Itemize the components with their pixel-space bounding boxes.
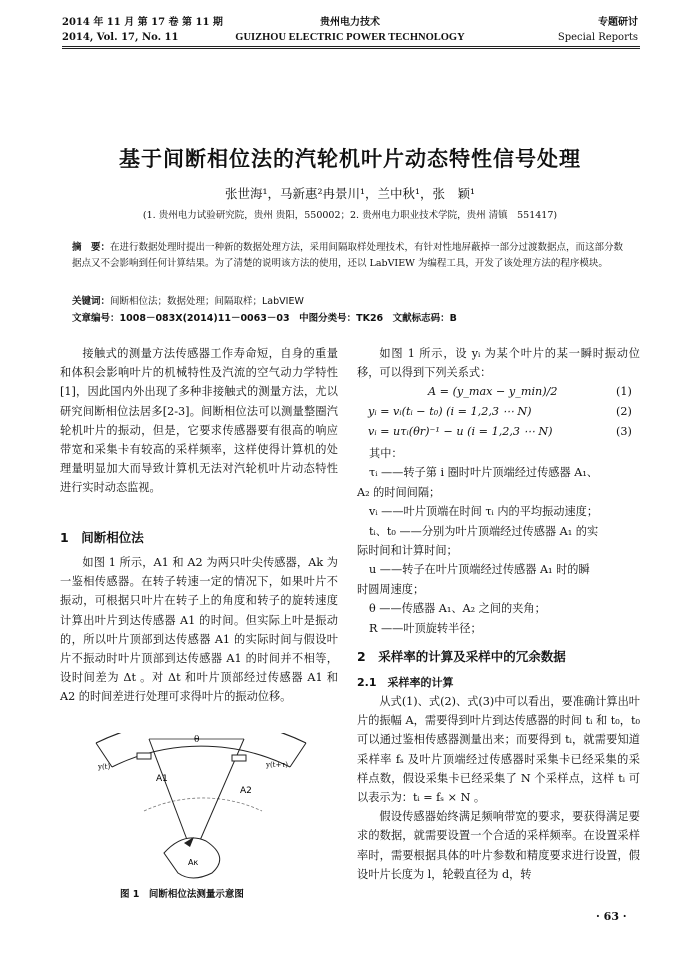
authors: 张世海¹，马新惠²冉景川¹，兰中秋¹，张 颖¹ bbox=[224, 186, 476, 201]
figure-1-caption: 图 1 间断相位法测量示意图 bbox=[120, 889, 244, 900]
def-t-1: tᵢ、t₀ ——分别为叶片顶端经过传感器 A₁ 的实 bbox=[369, 524, 599, 538]
header-journal-en: GUIZHOU ELECTRIC POWER TECHNOLOGY bbox=[235, 32, 465, 43]
page-number: · 63 · bbox=[596, 910, 627, 923]
label-yt: y(t) bbox=[98, 763, 111, 771]
figure-1-diagram bbox=[94, 733, 309, 881]
right-edge bbox=[290, 743, 306, 767]
keywords-label: 关键词： bbox=[72, 296, 111, 307]
header-section-cn: 专题研讨 bbox=[598, 17, 638, 28]
symbol-definitions bbox=[357, 444, 640, 638]
section-1-paragraph: 如图 1 所示，A1 和 A2 为两只叶尖传感器，Ak 为一鉴相传感器。在转子转速一定的情况下，如果叶片不振动，可根据只叶片在转子上的角度和转子的旋转速度计算出叶片到达传感器 A1 的时间。但实际上叶是振动的，所以叶片顶部到达传感器 A1 的实际时间与假设叶片不振动时叶片顶部到达传感器 A1 的时间并不相等，设时间差为 Δt 。对 Δt 和叶片顶部经过传感器 A1 和 A2 的时间差进行处理可求得叶片的振动位移。 bbox=[60, 556, 338, 704]
article-number: 文章编号：1008－083X(2014)11－0063－03 中图分类号：TK26 文献标志码：B bbox=[72, 313, 457, 324]
label-ytt: y(t+τ) bbox=[266, 761, 288, 769]
equation-3-number: (3) bbox=[616, 425, 632, 438]
outer-arc bbox=[96, 733, 306, 743]
equation-2: yᵢ = vᵢ(tᵢ − t₀) (i = 1,2,3 ⋯ N) bbox=[368, 405, 532, 418]
section-2-1-paragraph-2: 假设传感器始终满足频响带宽的要求，要获得满足要求的数据，就需要设置一个合适的采样频率。在设置采样率时，需要根据具体的叶片参数和精度要求进行设置，假设叶片长度为 l，轮毂直径为 d，转 bbox=[357, 810, 640, 881]
section-2-heading: 2 采样率的计算及采样中的冗余数据 bbox=[357, 649, 566, 664]
abstract-label: 摘 要： bbox=[72, 242, 111, 253]
section-2-1-paragraph-1: 从式(1)、式(2)、式(3)中可以看出，要准确计算出叶片的振幅 A，需要得到叶片到达传感器的时间 tᵢ 和 t₀，t₀ 可以通过鉴相传感器测量出来；而要得到 tᵢ，就需要知道采样率 fₛ 及叶片顶端经过传感器时采集卡已经采集的采样点数，假设采集卡已经采集了 N 个采样点，这样 tᵢ 可以表示为：tᵢ = fₛ × N 。 bbox=[357, 695, 640, 805]
sensor-a1 bbox=[137, 753, 151, 759]
section-1-body bbox=[60, 553, 338, 707]
equation-1: A = (y_max − y_min)/2 bbox=[428, 385, 558, 398]
inner-arc bbox=[144, 798, 262, 811]
section-2-1-body bbox=[357, 692, 640, 884]
def-r: R ——叶顶旋转半径； bbox=[369, 621, 482, 635]
header-rule bbox=[62, 46, 640, 47]
def-v: vᵢ ——叶片顶端在时间 τᵢ 内的平均振动速度； bbox=[369, 505, 599, 519]
abstract bbox=[72, 240, 628, 272]
paper-title: 基于间断相位法的汽轮机叶片动态特性信号处理 bbox=[119, 147, 581, 171]
header-volume: 2014, Vol. 17, No. 11 bbox=[62, 32, 179, 43]
label-theta: θ bbox=[194, 735, 200, 745]
label-a1: A1 bbox=[156, 774, 168, 784]
keywords bbox=[72, 293, 304, 307]
def-tau-2: A₂ 的时间间隔； bbox=[357, 485, 441, 499]
where-label: 其中： bbox=[369, 447, 403, 460]
keywords-text: 间断相位法；数据处理；间隔取样；LabVIEW bbox=[110, 296, 304, 307]
right-intro bbox=[357, 344, 640, 382]
label-ak: Aκ bbox=[188, 858, 199, 867]
def-t-2: 际时间和计算时间； bbox=[357, 544, 458, 558]
label-a2: A2 bbox=[240, 786, 252, 796]
right-intro-paragraph: 如图 1 所示，设 yᵢ 为某个叶片的某一瞬时振动位移，可以得到下列关系式： bbox=[357, 347, 640, 380]
def-tau-1: τᵢ ——转子第 i 圈时叶片顶端经过传感器 A₁、 bbox=[369, 466, 598, 480]
header-journal-cn: 贵州电力技术 bbox=[320, 17, 380, 28]
def-u-1: u ——转子在叶片顶端经过传感器 A₁ 时的瞬 bbox=[369, 563, 590, 577]
sensor-a2 bbox=[232, 755, 246, 761]
header-section-en: Special Reports bbox=[557, 32, 638, 43]
left-intro bbox=[60, 344, 338, 498]
def-u-2: 时圆周速度； bbox=[357, 582, 425, 596]
equation-2-number: (2) bbox=[616, 405, 632, 418]
equation-3: vᵢ = uτᵢ(θr)⁻¹ − u (i = 1,2,3 ⋯ N) bbox=[368, 425, 553, 438]
section-2-1-heading: 2.1 采样率的计算 bbox=[357, 676, 454, 689]
affiliation: (1. 贵州电力试验研究院，贵州 贵阳，550002；2. 贵州电力职业技术学院，贵州 清镇 551417) bbox=[142, 210, 558, 221]
def-theta: θ ——传感器 A₁、A₂ 之间的夹角； bbox=[369, 602, 546, 616]
header-issue: 2014 年 11 月 第 17 卷 第 11 期 bbox=[62, 17, 223, 28]
section-1-heading: 1 间断相位法 bbox=[60, 530, 144, 545]
abstract-text: 在进行数据处理时提出一种新的数据处理方法，采用间隔取样处理技术，有针对性地屏蔽掉一部分过渡数据点，而这部分数据点又不会影响到任何计算结果。为了清楚的说明该方法的使用，还以 LabVIEW 为编程工具，开发了该处理方法的程序模块。 bbox=[72, 242, 624, 269]
a1-ray bbox=[149, 739, 189, 845]
equation-1-number: (1) bbox=[616, 385, 632, 398]
header-rule-2 bbox=[62, 48, 640, 49]
intro-paragraph: 接触式的测量方法传感器工作寿命短，自身的重量和体积会影响叶片的机械特性及汽流的空气动力学特性[1]，因此国内外出现了多种非接触式的测量方法，尤以研究间断相位法居多[2-3]。间断相位法可以测量整圈汽轮机叶片的振动，但是，它要求传感器要有很高的响应带宽和采集卡有较高的采样频率，这样使得计算机的处理量明显加大而导致计算机无法对汽轮机叶片动态特性进行实时动态监视。 bbox=[60, 347, 338, 495]
